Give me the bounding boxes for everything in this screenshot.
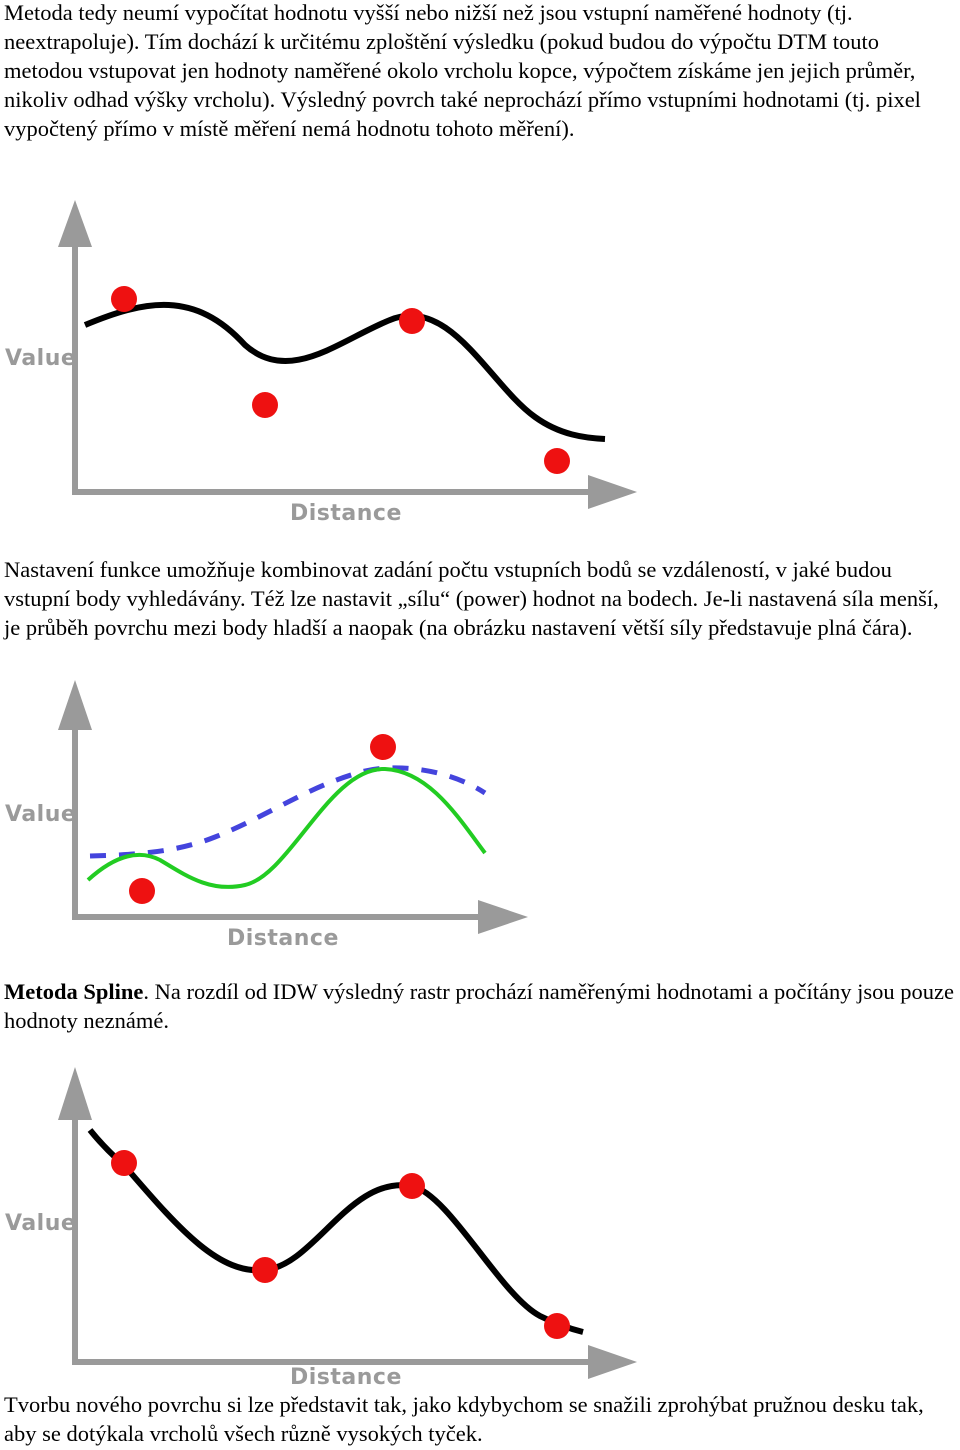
spline-figure-svg — [0, 1060, 660, 1395]
y-axis-label: Value — [5, 1211, 77, 1236]
y-axis-arrow-icon — [58, 200, 92, 247]
spline-title: Metoda Spline — [4, 979, 144, 1004]
sample-point — [129, 878, 155, 904]
x-axis-label: Distance — [290, 1365, 402, 1390]
sample-point — [252, 1257, 278, 1283]
spline-paragraph — [4, 977, 956, 1035]
x-axis-arrow-icon — [478, 900, 528, 934]
y-axis-arrow-icon — [58, 1067, 92, 1120]
high-power-solid-curve — [88, 769, 485, 887]
power-figure-svg — [0, 675, 560, 955]
intro-paragraph: Metoda tedy neumí vypočítat hodnotu vyšší nebo nižší než jsou vstupní naměřené hodnoty (tj. neextrapoluje). Tím dochází k určitému zploštění výsledku (pokud budou do výpočtu DTM touto metodou vstupovat jen hodnoty naměřené okolo vrcholu kopce, výpočtem získáme jen jejich průměr, nikoliv odhad výšky vrcholu). Výsledný povrch také neprochází přímo vstupními hodnotami (tj. pixel vypočtený přímo v místě měření nemá hodnotu tohoto měření). — [4, 0, 921, 141]
closing-paragraph: Tvorbu nového povrchu si lze představit tak, jako kdybychom se snažili zprohýbat pružnou desku tak, aby se dotýkala vrcholů všech různě vysokých tyček. — [4, 1392, 924, 1446]
x-axis-arrow-icon — [588, 1345, 637, 1379]
spline-curve — [90, 1130, 583, 1332]
sample-point — [111, 1150, 137, 1176]
sample-point — [544, 1313, 570, 1339]
x-axis-arrow-icon — [588, 475, 637, 509]
idw-curve — [85, 305, 605, 439]
sample-point — [399, 1173, 425, 1199]
power-figure — [0, 675, 560, 955]
low-power-dashed-curve — [90, 768, 485, 856]
power-paragraph: Nastavení funkce umožňuje kombinovat zadání počtu vstupních bodů se vzdáleností, v jaké budou vstupní body vyhledávány. Též lze nastavit „sílu“ (power) hodnot na bodech. Je-li nastavená síla menší, je průběh povrchu mezi body hladší a naopak (na obrázku nastavení větší síly představuje plná čára). — [4, 557, 939, 640]
x-axis-label: Distance — [290, 501, 402, 526]
idw-figure — [0, 195, 660, 535]
sample-point — [544, 448, 570, 474]
x-axis-label: Distance — [227, 926, 339, 951]
sample-point — [370, 734, 396, 760]
spline-figure — [0, 1060, 660, 1395]
y-axis-arrow-icon — [58, 680, 92, 730]
y-axis-label: Value — [5, 346, 77, 371]
spline-text: . Na rozdíl od IDW výsledný rastr prochází naměřenými hodnotami a počítány jsou pouze hodnoty neznámé. — [4, 979, 954, 1033]
sample-point — [399, 308, 425, 334]
idw-figure-svg — [0, 195, 660, 535]
sample-point — [252, 392, 278, 418]
sample-point — [111, 286, 137, 312]
y-axis-label: Value — [5, 802, 77, 827]
